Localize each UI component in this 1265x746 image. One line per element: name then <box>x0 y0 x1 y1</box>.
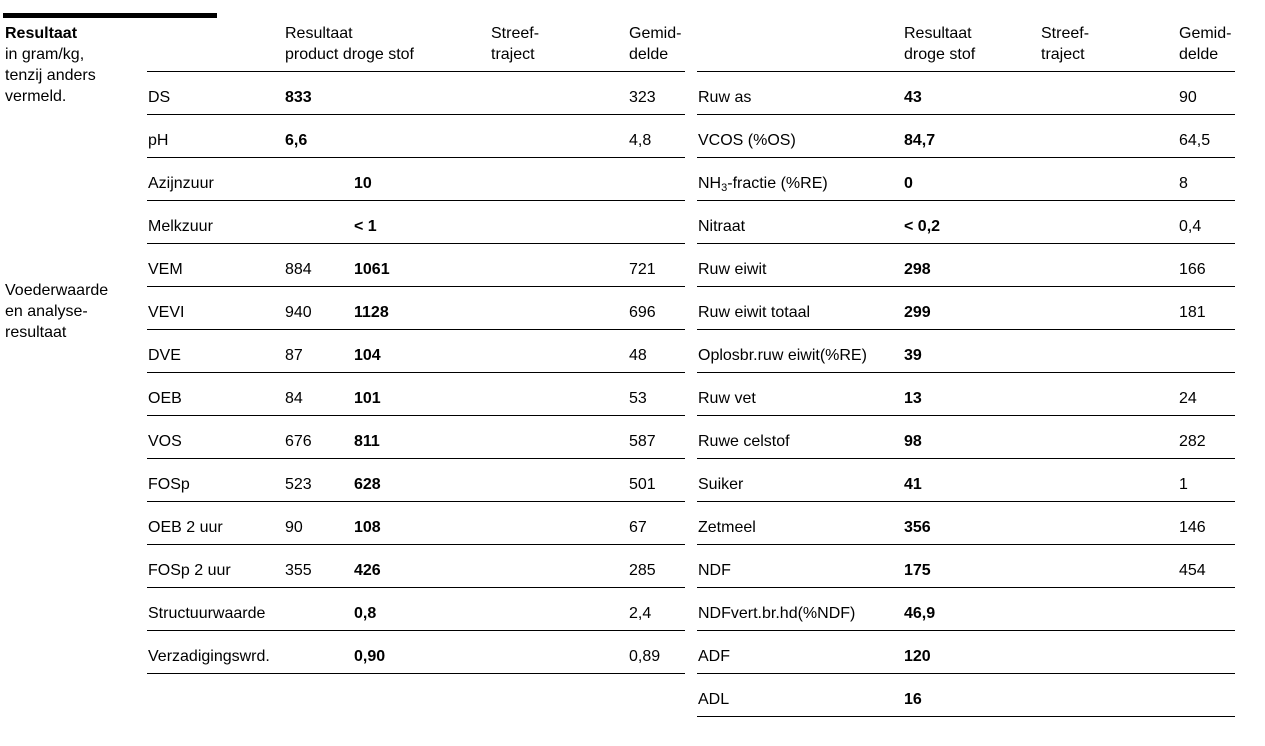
cell-product: 84 <box>285 390 303 407</box>
left-header-streef <box>491 23 539 65</box>
cell-droge-stof: 120 <box>904 648 931 665</box>
row-label: ADL <box>698 691 730 708</box>
row-label: Azijnzuur <box>148 175 214 192</box>
cell-gemiddelde: 8 <box>1179 175 1188 192</box>
cell-gemiddelde: 53 <box>629 390 647 407</box>
cell-gemiddelde: 285 <box>629 562 656 579</box>
table-row <box>147 502 685 545</box>
sidebar-section-line: Voederwaarde <box>5 282 109 299</box>
cell-droge-stof: 299 <box>904 304 931 321</box>
cell-droge-stof: 175 <box>904 562 931 579</box>
cell-product: 90 <box>285 519 303 536</box>
cell-droge-stof: 13 <box>904 390 922 407</box>
cell-product: 87 <box>285 347 303 364</box>
cell-product: 6,6 <box>285 132 308 149</box>
row-label: Suiker <box>698 476 744 493</box>
table-row <box>147 416 685 459</box>
cell-gemiddelde: 2,4 <box>629 605 652 622</box>
left-header-droge-stof: droge stof <box>342 46 414 63</box>
cell-droge-stof: < 1 <box>354 218 377 235</box>
row-label: Oplosbr.ruw eiwit(%RE) <box>698 347 867 364</box>
cell-gemiddelde: 90 <box>1179 89 1197 106</box>
row-label: Ruw as <box>698 89 752 106</box>
table-row <box>697 201 1235 244</box>
row-label: DS <box>148 89 171 106</box>
table-row <box>147 459 685 502</box>
cell-droge-stof: 298 <box>904 261 931 278</box>
table-row <box>147 631 685 674</box>
cell-droge-stof: 628 <box>354 476 381 493</box>
row-label: Melkzuur <box>148 218 213 235</box>
row-label: VCOS (%OS) <box>698 132 796 149</box>
table-row <box>697 115 1235 158</box>
left-header-streef-line: traject <box>491 46 535 63</box>
sidebar-subtitle-line: in gram/kg, <box>5 46 85 63</box>
cell-gemiddelde: 696 <box>629 304 656 321</box>
table-row <box>697 588 1235 631</box>
sidebar-subtitle-line: vermeld. <box>5 88 67 105</box>
cell-droge-stof: 356 <box>904 519 931 536</box>
cell-product: 355 <box>285 562 312 579</box>
cell-gemiddelde: 4,8 <box>629 132 652 149</box>
left-header-resultaat-label: Resultaat <box>285 25 353 42</box>
sidebar-section-line: resultaat <box>5 324 67 341</box>
table-row <box>697 674 1235 717</box>
cell-droge-stof: 101 <box>354 390 381 407</box>
left-header-gem-line: delde <box>629 46 669 63</box>
cell-droge-stof: 0,8 <box>354 605 377 622</box>
table-row <box>697 287 1235 330</box>
table-row <box>697 459 1235 502</box>
row-label: Structuurwaarde <box>148 605 266 622</box>
right-header-streef-line: traject <box>1041 46 1085 63</box>
row-label: Nitraat <box>698 218 746 235</box>
cell-droge-stof: 39 <box>904 347 922 364</box>
cell-droge-stof: 98 <box>904 433 922 450</box>
row-label: DVE <box>148 347 181 364</box>
cell-droge-stof: 1128 <box>354 304 389 321</box>
row-label: FOSp 2 uur <box>148 562 231 579</box>
cell-droge-stof: 1061 <box>354 261 390 278</box>
cell-gemiddelde: 166 <box>1179 261 1206 278</box>
cell-gemiddelde: 323 <box>629 89 656 106</box>
table-row <box>697 330 1235 373</box>
cell-gemiddelde: 146 <box>1179 519 1206 536</box>
cell-droge-stof: 0,90 <box>354 648 386 665</box>
cell-gemiddelde: 48 <box>629 347 647 364</box>
table-row <box>147 158 685 201</box>
row-label: VOS <box>148 433 182 450</box>
row-label: Zetmeel <box>698 519 756 536</box>
table-row <box>147 115 685 158</box>
row-label: OEB <box>148 390 182 407</box>
table-row <box>147 287 685 330</box>
table-row <box>147 588 685 631</box>
sidebar-section-line: en analyse- <box>5 303 88 320</box>
cell-droge-stof: 46,9 <box>904 605 936 622</box>
sidebar-section-label <box>5 280 108 343</box>
cell-gemiddelde: 454 <box>1179 562 1206 579</box>
cell-droge-stof: 811 <box>354 433 380 450</box>
table-row <box>147 201 685 244</box>
cell-product: 676 <box>285 433 312 450</box>
cell-gemiddelde: 0,4 <box>1179 218 1202 235</box>
row-label: ADF <box>698 648 730 665</box>
table-row <box>147 545 685 588</box>
row-label: Ruw eiwit <box>698 261 767 278</box>
row-label: VEM <box>148 261 183 278</box>
sidebar-title: Resultaat <box>5 25 78 42</box>
table-row <box>697 158 1235 201</box>
table-row <box>147 330 685 373</box>
header-rule <box>3 13 217 18</box>
row-label: NDFvert.br.hd(%NDF) <box>698 605 856 622</box>
cell-droge-stof: 43 <box>904 89 922 106</box>
right-header-gem-line: Gemid- <box>1179 25 1232 42</box>
sidebar-subtitle-line: tenzij anders <box>5 67 96 84</box>
cell-gemiddelde: 587 <box>629 433 656 450</box>
row-label: Verzadigingswrd. <box>148 648 270 665</box>
cell-product: 940 <box>285 304 312 321</box>
cell-droge-stof: 84,7 <box>904 132 936 149</box>
cell-droge-stof: 0 <box>904 175 913 192</box>
row-label: NDF <box>698 562 731 579</box>
right-header-gem-line: delde <box>1179 46 1219 63</box>
left-header-gemiddelde <box>629 23 681 65</box>
table-row <box>697 631 1235 674</box>
cell-droge-stof: 104 <box>354 347 381 364</box>
row-label: pH <box>148 132 169 149</box>
cell-product: 833 <box>285 89 312 106</box>
table-row <box>697 502 1235 545</box>
cell-droge-stof: 16 <box>904 691 922 708</box>
left-header-product: product <box>285 46 339 63</box>
cell-gemiddelde: 24 <box>1179 390 1197 407</box>
right-header-droge-stof: droge stof <box>904 46 976 63</box>
right-header-streef-line: Streef- <box>1041 25 1090 42</box>
row-label: Ruw vet <box>698 390 756 407</box>
row-label: Ruwe celstof <box>698 433 790 450</box>
sidebar-heading <box>5 23 96 107</box>
row-label: FOSp <box>148 476 190 493</box>
row-label: Ruw eiwit totaal <box>698 304 811 321</box>
cell-gemiddelde: 501 <box>629 476 656 493</box>
cell-gemiddelde: 282 <box>1179 433 1206 450</box>
row-label: VEVI <box>148 304 185 321</box>
row-label: OEB 2 uur <box>148 519 223 536</box>
cell-droge-stof: 10 <box>354 175 372 192</box>
cell-gemiddelde: 1 <box>1179 476 1188 493</box>
table-row <box>697 416 1235 459</box>
cell-gemiddelde: 721 <box>629 261 656 278</box>
cell-gemiddelde: 0,89 <box>629 648 661 665</box>
table-row <box>147 373 685 416</box>
right-header-resultaat-label: Resultaat <box>904 25 972 42</box>
cell-product: 884 <box>285 261 312 278</box>
right-header-resultaat <box>904 23 975 65</box>
table-row <box>697 244 1235 287</box>
left-header-resultaat <box>285 23 414 65</box>
left-header-streef-line: Streef- <box>491 25 540 42</box>
right-header-streef <box>1041 23 1089 65</box>
cell-gemiddelde: 181 <box>1179 304 1206 321</box>
cell-droge-stof: 41 <box>904 476 922 493</box>
table-row <box>697 545 1235 588</box>
cell-product: 523 <box>285 476 312 493</box>
cell-droge-stof: 108 <box>354 519 381 536</box>
table-row <box>147 72 685 115</box>
row-label: $NH_3$-fractie (%RE) <box>698 175 828 194</box>
table-row <box>697 72 1235 115</box>
table-row <box>147 244 685 287</box>
cell-gemiddelde: 64,5 <box>1179 132 1211 149</box>
right-header-gemiddelde <box>1179 23 1231 65</box>
left-header-gem-line: Gemid- <box>629 25 682 42</box>
cell-droge-stof: 426 <box>354 562 381 579</box>
cell-droge-stof: < 0,2 <box>904 218 941 235</box>
table-row <box>697 373 1235 416</box>
cell-gemiddelde: 67 <box>629 519 647 536</box>
